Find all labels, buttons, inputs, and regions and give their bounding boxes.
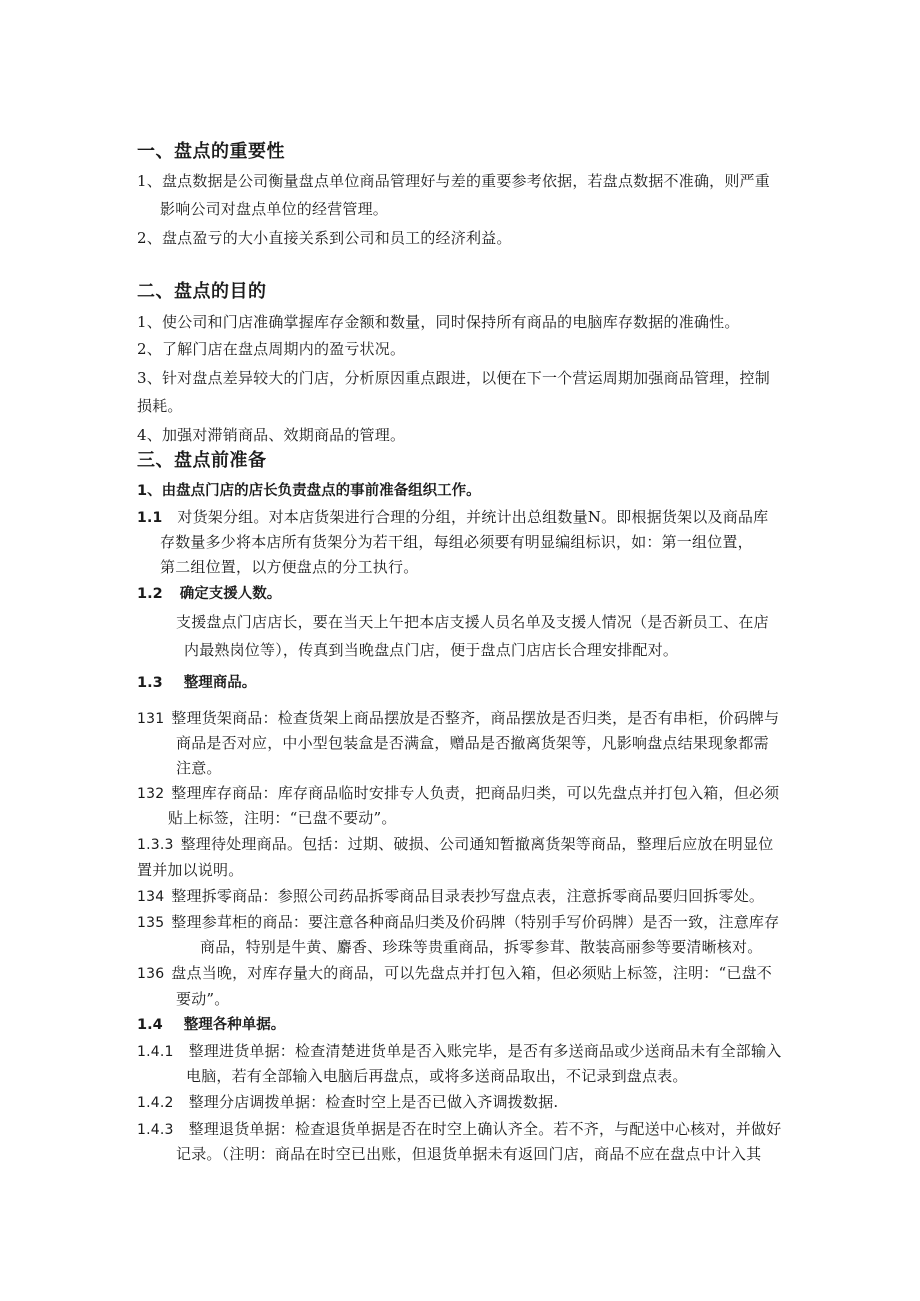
item-text: 对货架分组。对本店货架进行合理的分组，并统计出总组数量N。即根据货架以及商品库 xyxy=(177,508,769,526)
item-text: 整理分店调拨单据：检查时空上是否已做入齐调拨数据. xyxy=(188,1093,559,1111)
s3-item-131-line-2: 商品是否对应，中小型包装盒是否满盒，赠品是否撤离货架等，凡影响盘点结果现象都需 xyxy=(176,734,769,752)
item-number: 1.4.3 xyxy=(137,1122,174,1138)
item-number: 1.4 xyxy=(137,1017,163,1033)
s3-item-135-line-1 xyxy=(137,912,779,933)
s2-paragraph-4: 4、加强对滞销商品、效期商品的管理。 xyxy=(137,426,406,444)
item-number: 131 xyxy=(137,711,165,727)
s3-item-136-line-2: 要动”。 xyxy=(176,990,230,1008)
s3-item-1-4-3-line-2: 记录。（注明：商品在时空已出账，但退货单据未有返回门店，商品不应在盘点中计入其 xyxy=(176,1145,762,1163)
s3-item-1-2-heading xyxy=(137,584,281,604)
s3-item-132-line-1 xyxy=(137,783,779,804)
s2-paragraph-3-line-2: 损耗。 xyxy=(137,397,183,415)
s3-item-1-heading: 1、由盘点门店的店长负责盘点的事前准备组织工作。 xyxy=(137,483,481,499)
s3-item-1-1-line-2: 存数量多少将本店所有货架分为若干组，每组必须要有明显编组标识，如：第一组位置， xyxy=(160,533,753,551)
section-1-heading: 一、盘点的重要性 xyxy=(137,141,285,162)
item-number: 136 xyxy=(137,966,165,982)
s3-item-1-4-2-line-1 xyxy=(137,1092,558,1113)
s1-paragraph-1-line-2: 影响公司对盘点单位的经营管理。 xyxy=(160,200,389,218)
item-text: 整理库存商品：库存商品临时安排专人负责，把商品归类，可以先盘点并打包入箱，但必须 xyxy=(171,784,780,802)
item-text: 盘点当晚，对库存量大的商品，可以先盘点并打包入箱，但必须贴上标签，注明：“已盘不 xyxy=(171,964,772,982)
item-number: 1.3 xyxy=(137,675,163,691)
s3-item-1-4-heading xyxy=(137,1015,285,1035)
s3-item-1-4-1-line-1 xyxy=(137,1041,781,1062)
s3-item-1-1-line-1 xyxy=(137,507,768,528)
s2-paragraph-2: 2、了解门店在盘点周期内的盈亏状况。 xyxy=(137,340,406,358)
s1-paragraph-1-line-1: 1、盘点数据是公司衡量盘点单位商品管理好与差的重要参考依据，若盘点数据不准确，则严重 xyxy=(137,172,770,190)
s3-item-1-3-3-line-2: 置并加以说明。 xyxy=(137,861,244,879)
item-number: 134 xyxy=(137,889,165,905)
item-text: 整理货架商品：检查货架上商品摆放是否整齐，商品摆放是否归类，是否有串柜，价码牌与 xyxy=(171,709,780,727)
s3-item-135-line-2: 商品，特别是牛黄、麝香、珍珠等贵重商品，拆零参茸、散装高丽参等要清晰核对。 xyxy=(200,938,763,956)
item-title: 整理各种单据。 xyxy=(183,1017,286,1033)
item-number: 1.1 xyxy=(137,510,163,526)
s3-item-1-3-heading xyxy=(137,673,256,693)
section-3-heading: 三、盘点前准备 xyxy=(137,450,267,471)
item-text: 整理参茸柜的商品：要注意各种商品归类及价码牌（特别手写价码牌）是否一致，注意库存 xyxy=(171,913,780,931)
s2-paragraph-3-line-1: 3、针对盘点差异较大的门店，分析原因重点跟进，以便在下一个营运周期加强商品管理，控制 xyxy=(137,369,770,387)
item-text: 整理拆零商品：参照公司药品拆零商品目录表抄写盘点表，注意拆零商品要归回拆零处。 xyxy=(171,887,765,905)
s3-item-134-line-1 xyxy=(137,886,764,907)
s3-item-1-4-3-line-1 xyxy=(137,1119,781,1140)
item-text: 整理进货单据：检查清楚进货单是否入账完毕，是否有多送商品或少送商品未有全部输入 xyxy=(188,1042,782,1060)
item-title: 确定支援人数。 xyxy=(179,586,282,602)
s3-item-1-2-line-2: 内最熟岗位等），传真到当晚盘点门店，便于盘点门店店长合理安排配对。 xyxy=(184,641,679,659)
s2-paragraph-1: 1、使公司和门店准确掌握库存金额和数量，同时保持所有商品的电脑库存数据的准确性。 xyxy=(137,313,740,331)
section-2-heading: 二、盘点的目的 xyxy=(137,281,267,302)
s3-item-136-line-1 xyxy=(137,963,772,984)
item-number: 135 xyxy=(137,915,165,931)
item-text: 整理退货单据：检查退货单据是否在时空上确认齐全。若不齐，与配送中心核对，并做好 xyxy=(188,1120,782,1138)
item-title: 整理商品。 xyxy=(183,675,257,691)
item-number: 132 xyxy=(137,786,165,802)
s3-item-1-4-1-line-2: 电脑，若有全部输入电脑后再盘点，或将多送商品取出，不记录到盘点表。 xyxy=(186,1067,688,1085)
item-number: 1.4.2 xyxy=(137,1095,174,1111)
item-number: 1.3.3 xyxy=(137,837,174,853)
s3-item-132-line-2: 贴上标签，注明：“已盘不要动”。 xyxy=(168,809,397,827)
item-text: 整理待处理商品。包括：过期、破损、公司通知暂撤离货架等商品，整理后应放在明显位 xyxy=(180,835,774,853)
s3-item-131-line-1 xyxy=(137,708,779,729)
s3-item-131-line-3: 注意。 xyxy=(176,759,222,777)
s3-item-1-3-3-line-1 xyxy=(137,834,773,855)
s3-item-1-2-line-1: 支援盘点门店店长，要在当天上午把本店支援人员名单及支援人情况（是否新员工、在店 xyxy=(176,613,769,631)
s1-paragraph-2: 2、盘点盈亏的大小直接关系到公司和员工的经济利益。 xyxy=(137,229,512,247)
s3-item-1-1-line-3: 第二组位置，以方便盘点的分工执行。 xyxy=(160,558,419,576)
item-number: 1.2 xyxy=(137,586,163,602)
item-number: 1.4.1 xyxy=(137,1044,174,1060)
